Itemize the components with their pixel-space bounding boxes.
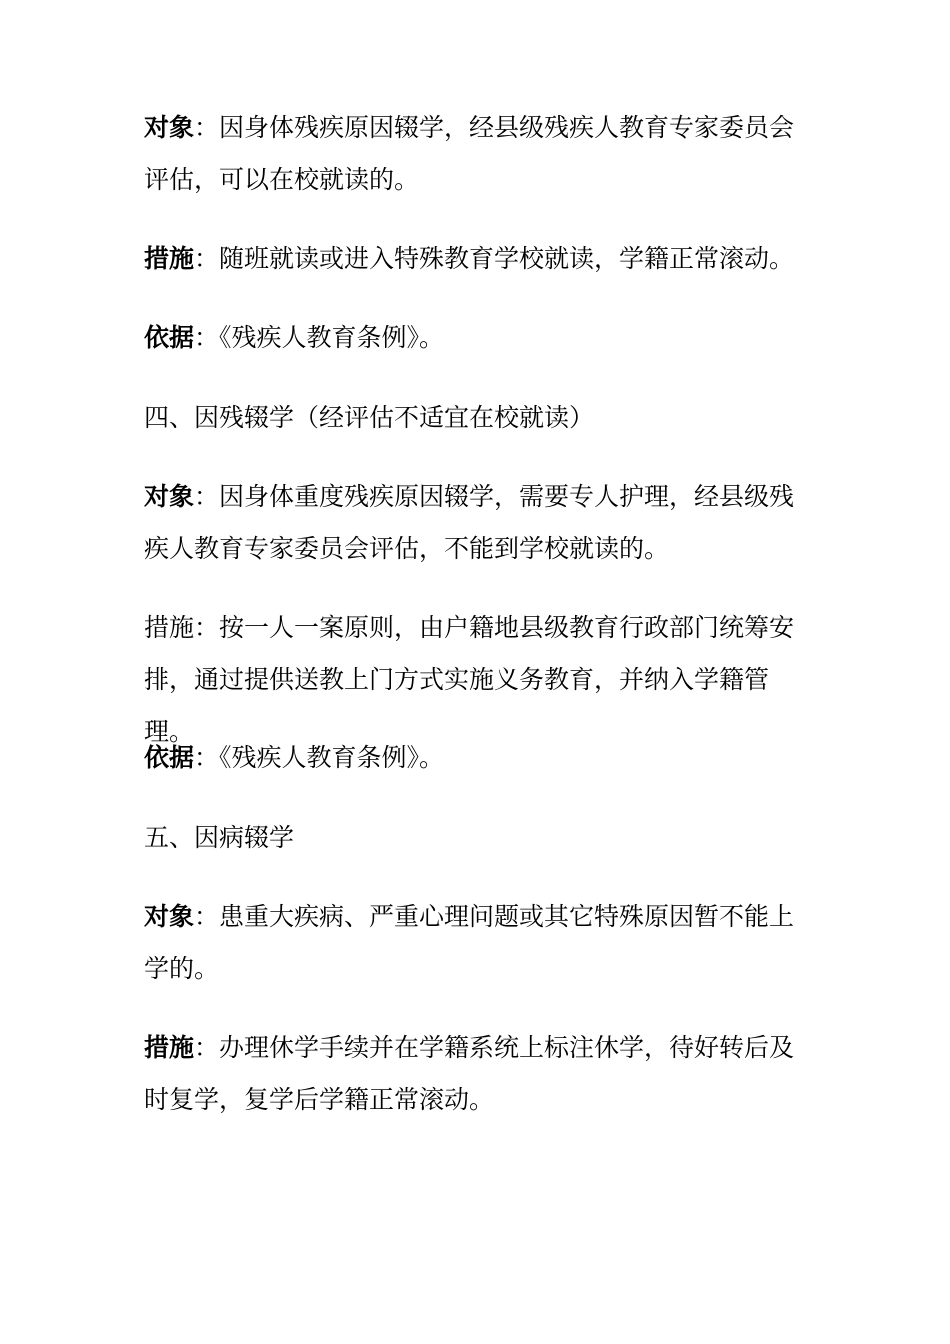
- paragraph-text: 措施：按一人一案原则，由户籍地县级教育行政部门统筹安排，通过提供送教上门方式实施义务教育，并纳入学籍管理。: [144, 613, 795, 746]
- paragraph-label: 措施: [144, 244, 195, 273]
- paragraph-label: 对象: [144, 482, 195, 511]
- paragraph-label: 依据: [144, 743, 195, 772]
- paragraph-basis-severe-disability: [144, 732, 816, 784]
- paragraph-text: ：《残疾人教育条例》。: [194, 323, 445, 352]
- paragraph-measure-disability-in-school: [144, 233, 816, 285]
- paragraph-object-disability-in-school: [144, 102, 816, 206]
- paragraph-object-severe-disability: [144, 471, 816, 575]
- paragraph-label: 措施: [144, 1033, 195, 1062]
- paragraph-measure-illness: [144, 1022, 816, 1126]
- paragraph-label: 对象: [144, 113, 195, 142]
- paragraph-label: 对象: [144, 902, 195, 931]
- paragraph-text: ：因身体重度残疾原因辍学，需要专人护理，经县级残疾人教育专家委员会评估，不能到学校就读的。: [144, 482, 795, 563]
- section-heading-five: [144, 812, 816, 864]
- paragraph-text: ：《残疾人教育条例》。: [194, 743, 445, 772]
- paragraph-text: ：因身体残疾原因辍学，经县级残疾人教育专家委员会评估，可以在校就读的。: [144, 113, 795, 194]
- paragraph-basis-disability-in-school: [144, 312, 816, 364]
- heading-text: 五、因病辍学: [144, 823, 295, 852]
- paragraph-text: ：患重大疾病、严重心理问题或其它特殊原因暂不能上学的。: [144, 902, 795, 983]
- heading-text: 四、因残辍学（经评估不适宜在校就读）: [144, 403, 595, 432]
- paragraph-label: 依据: [144, 323, 195, 352]
- paragraph-object-illness: [144, 891, 816, 995]
- section-heading-four: [144, 392, 816, 444]
- paragraph-text: ：办理休学手续并在学籍系统上标注休学，待好转后及时复学，复学后学籍正常滚动。: [144, 1033, 795, 1114]
- paragraph-text: ：随班就读或进入特殊教育学校就读，学籍正常滚动。: [194, 244, 795, 273]
